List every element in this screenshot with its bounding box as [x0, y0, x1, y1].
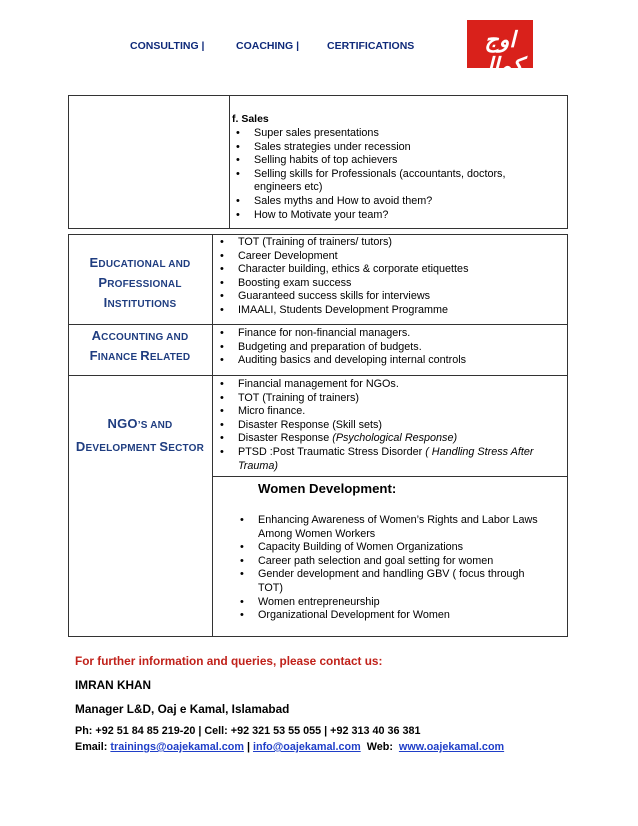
row-divider: [68, 375, 568, 376]
list-item: • Sales strategies under recession: [234, 141, 544, 155]
sales-list: [234, 127, 544, 222]
list-item: • Finance for non-financial managers.: [218, 327, 558, 341]
list-item: • Career path selection and goal setting for women: [238, 555, 548, 569]
list-item: • Disaster Response (Psychological Response): [218, 432, 558, 446]
list-item: • Career Development: [218, 250, 558, 264]
company-logo: [467, 20, 533, 79]
list-item: • Micro finance.: [218, 405, 558, 419]
list-item: • Gender development and handling GBV ( focus through TOT): [238, 568, 548, 595]
header-consulting: CONSULTING |: [130, 40, 205, 52]
contact-phone: Ph: +92 51 84 85 219-20 | Cell: +92 321 53 55 055 | +92 313 40 36 381: [75, 725, 421, 737]
list-item: • How to Motivate your team?: [234, 209, 544, 223]
list-item: • Selling habits of top achievers: [234, 154, 544, 168]
contact-role: Manager L&D, Oaj e Kamal, Islamabad: [75, 702, 290, 716]
educational-list: [218, 236, 558, 318]
contact-prompt: For further information and queries, please contact us:: [75, 654, 383, 668]
list-item: • PTSD :Post Traumatic Stress Disorder ( Handling Stress After Trauma): [218, 446, 558, 473]
list-item: • Organizational Development for Women: [238, 609, 548, 623]
contact-name: IMRAN KHAN: [75, 678, 152, 692]
list-item: • Character building, ethics & corporate etiquettes: [218, 263, 558, 277]
email-label: Email:: [75, 741, 111, 753]
list-item: • Auditing basics and developing internal controls: [218, 354, 558, 368]
list-item: • Women entrepreneurship: [238, 596, 548, 610]
list-item: • TOT (Training of trainers): [218, 392, 558, 406]
women-list: [238, 514, 548, 623]
list-item: • Selling skills for Professionals (accountants, doctors, engineers etc): [234, 168, 544, 195]
web-label: Web:: [360, 741, 399, 753]
category-ngo: NGO’S AND DEVELOPMENT SECTOR: [75, 416, 205, 454]
sales-heading: f. Sales: [232, 113, 269, 125]
list-item: • Capacity Building of Women Organizations: [238, 541, 548, 555]
list-item: • Sales myths and How to avoid them?: [234, 195, 544, 209]
ngo-list: [218, 378, 558, 473]
list-item: • Budgeting and preparation of budgets.: [218, 341, 558, 355]
email-link-trainings[interactable]: trainings@oajekamal.com: [110, 741, 244, 753]
email-separator: |: [243, 741, 253, 753]
website-link[interactable]: www.oajekamal.com: [398, 741, 505, 753]
email-link-info[interactable]: info@oajekamal.com: [252, 741, 361, 753]
list-item: • IMAALI, Students Development Programme: [218, 304, 558, 318]
list-item: • TOT (Training of trainers/ tutors): [218, 236, 558, 250]
list-item: • Super sales presentations: [234, 127, 544, 141]
contact-email-line: [75, 741, 504, 753]
women-development-heading: Women Development:: [258, 481, 397, 496]
row-divider: [68, 324, 568, 325]
list-item: • Disaster Response (Skill sets): [218, 419, 558, 433]
sales-table-divider: [229, 95, 230, 229]
category-educational: EDUCATIONAL AND PROFESSIONAL INSTITUTIONS: [89, 255, 191, 310]
header-certifications: CERTIFICATIONS: [327, 40, 415, 52]
category-accounting: ACCOUNTING AND FINANCE RELATED: [89, 328, 191, 363]
logo-text: اوج کمال: [477, 27, 523, 79]
list-item: • Boosting exam success: [218, 277, 558, 291]
list-item: • Guaranteed success skills for interviews: [218, 290, 558, 304]
programs-table-divider: [212, 234, 213, 637]
list-item: • Financial management for NGOs.: [218, 378, 558, 392]
list-item: • Enhancing Awareness of Women’s Rights and Labor Laws Among Women Workers: [238, 514, 548, 541]
accounting-list: [218, 327, 558, 368]
header-coaching: COACHING |: [236, 40, 300, 52]
row-divider: [212, 476, 568, 477]
